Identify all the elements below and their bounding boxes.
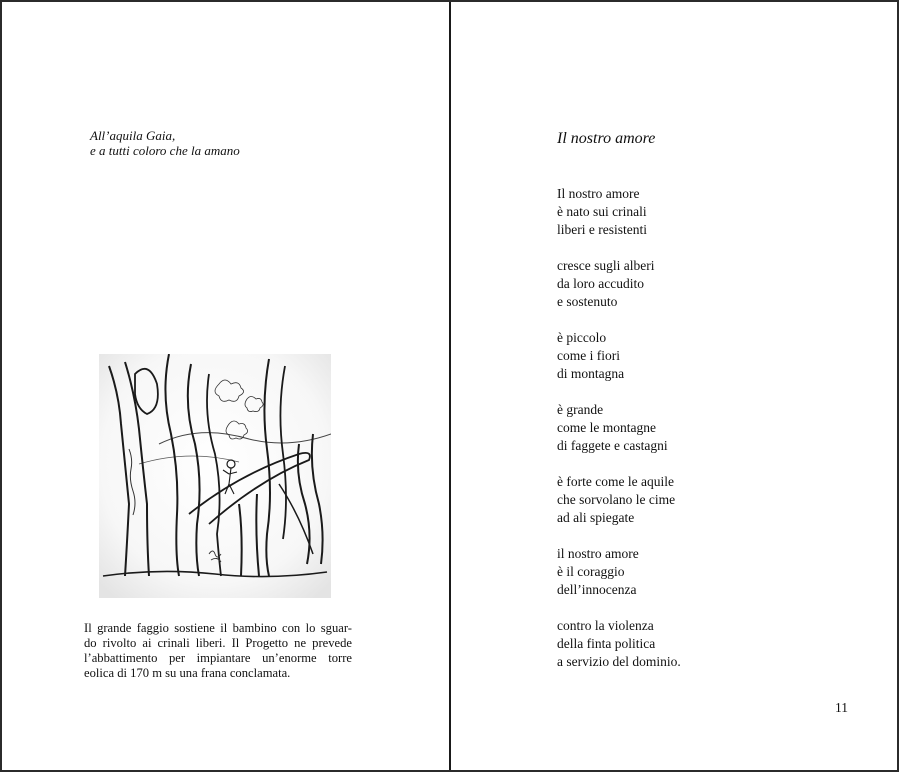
verse: liberi e resistenti [557, 222, 647, 237]
tree-drawing [99, 354, 331, 598]
verse: è piccolo [557, 330, 607, 345]
verse: di montagna [557, 366, 625, 381]
poem-body [557, 185, 681, 689]
verse: è nato sui crinali [557, 204, 647, 219]
verse: è grande [557, 402, 604, 417]
stanza [557, 185, 681, 239]
stanza [557, 257, 681, 311]
stanza [557, 473, 681, 527]
verse: della finta politica [557, 636, 656, 651]
dedication-line: All’aquila Gaia, [90, 128, 176, 143]
verse: come i fiori [557, 348, 620, 363]
verse: Il nostro amore [557, 186, 640, 201]
dedication-line: e a tutti coloro che la amano [90, 143, 240, 158]
verse: cresce sugli alberi [557, 258, 655, 273]
verse: è forte come le aquile [557, 474, 674, 489]
poem-title: Il nostro amore [557, 130, 656, 147]
verse: da loro accudito [557, 276, 644, 291]
verse: dell’innocenza [557, 582, 637, 597]
stanza [557, 401, 681, 455]
verse: il nostro amore [557, 546, 639, 561]
verse: e sostenuto [557, 294, 618, 309]
right-page [451, 2, 897, 770]
stanza [557, 617, 681, 671]
verse: a servizio del dominio. [557, 654, 681, 669]
stanza [557, 545, 681, 599]
verse: è il coraggio [557, 564, 625, 579]
verse: come le montagne [557, 420, 656, 435]
caption-line: l’abbattimento per impiantare un’enorme torre [84, 651, 352, 665]
stanza [557, 329, 681, 383]
tree-illustration [99, 354, 331, 598]
left-page [2, 2, 449, 770]
caption-line: eolica di 170 m su una frana conclamata. [84, 666, 291, 680]
verse: che sorvolano le cime [557, 492, 676, 507]
dedication [90, 128, 240, 158]
illustration-caption [84, 621, 352, 681]
caption-line: do rivolto ai crinali liberi. Il Progetto ne prevede [84, 636, 352, 650]
verse: contro la violenza [557, 618, 654, 633]
caption-line: Il grande faggio sostiene il bambino con lo sguar- [84, 621, 352, 635]
verse: di faggete e castagni [557, 438, 668, 453]
page-number: 11 [835, 700, 848, 715]
verse: ad ali spiegate [557, 510, 635, 525]
